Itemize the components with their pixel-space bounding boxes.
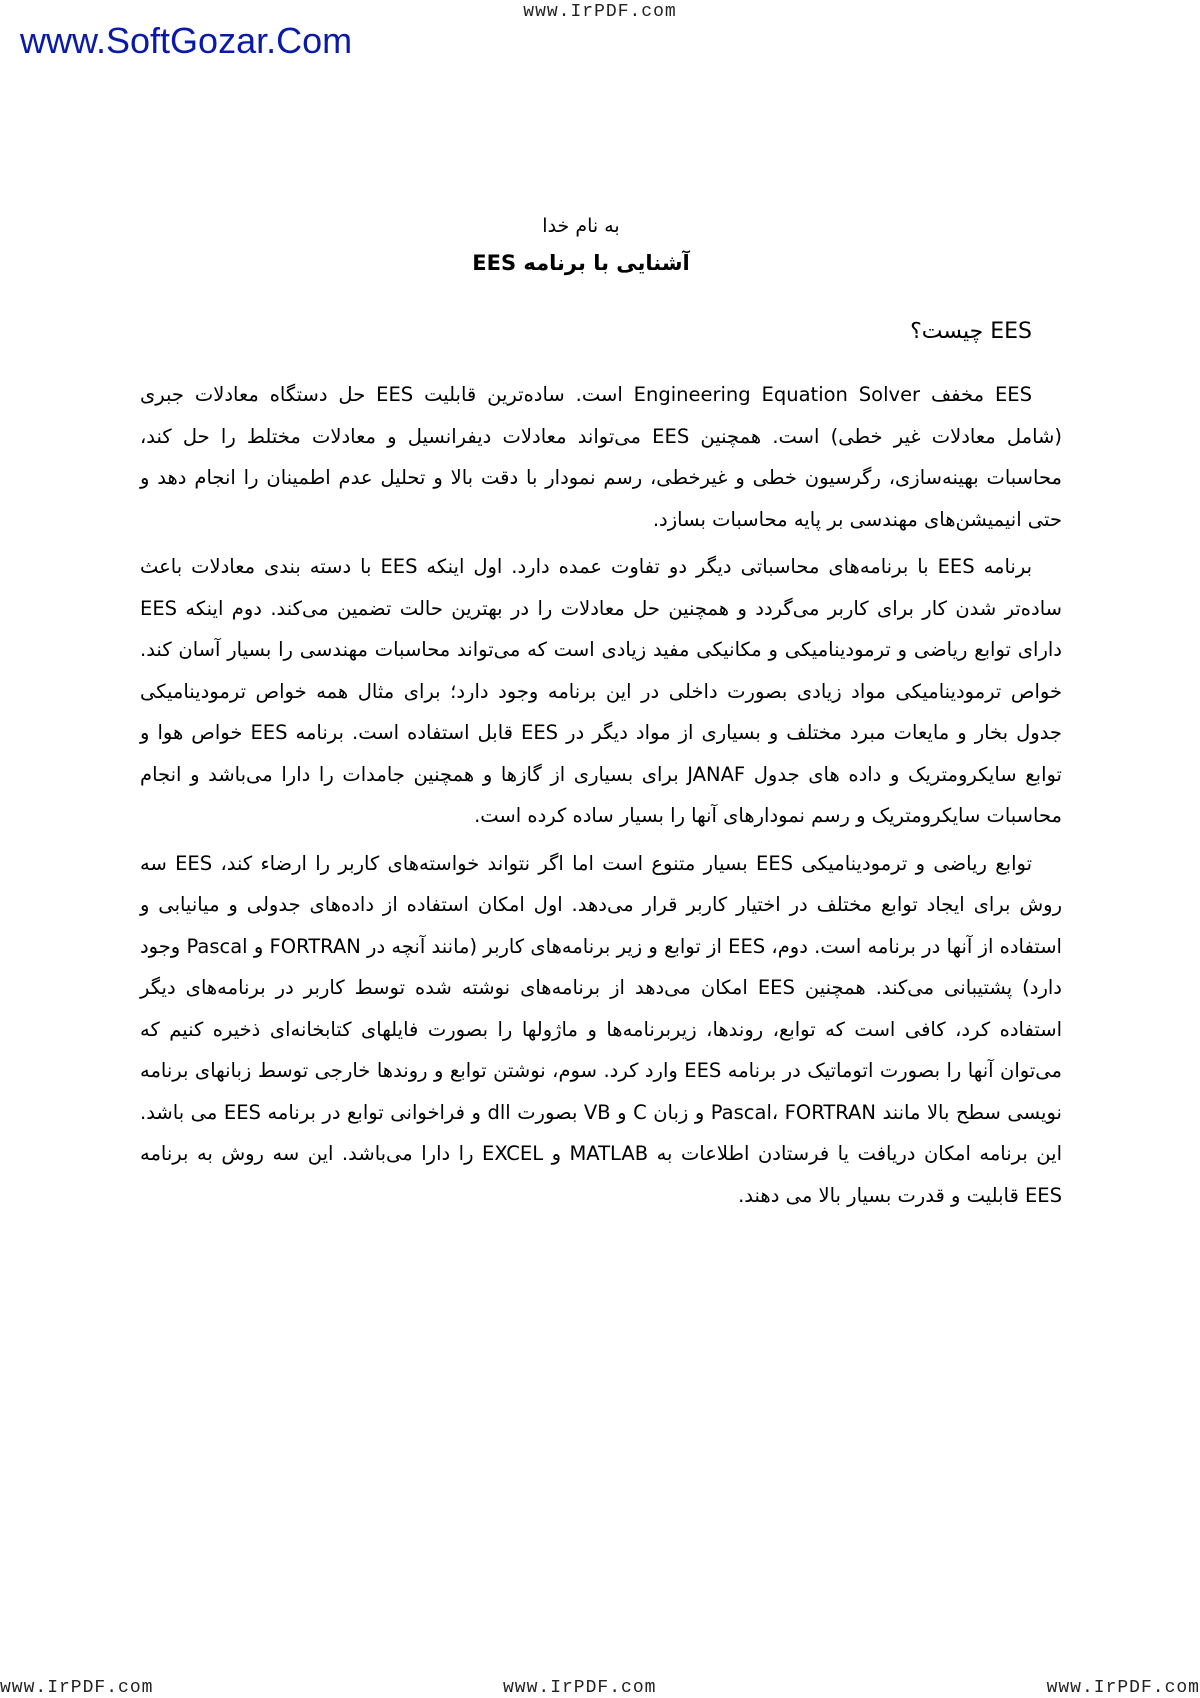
page-title: آشنایی با برنامه EES [472,251,690,275]
watermark-bottom-center: www.IrPDF.com [503,1678,657,1698]
watermark-bottom-right: www.IrPDF.com [1046,1678,1200,1698]
site-link[interactable]: www.SoftGozar.Com [20,20,353,61]
basmala: به نام خدا [542,215,620,237]
watermark-top: www.IrPDF.com [523,2,677,22]
section-heading: EES چیست؟ [910,319,1032,344]
document-body [140,215,1062,1222]
paragraph-1: EES مخفف Engineering Equation Solver است. ساده‌ترین قابلیت EES حل دستگاه معادلات جبری (شامل معادلات غیر خطی) است. همچنین EES می‌تواند معادلات دیفرانسیل و معادلات مختلط را حل کند، محاسبات بهینه‌سازی، رگرسیون خطی و غیرخطی، رسم نمودار با دقت بالا و تحلیل عدم اطمینان را انجام دهد و حتی انیمیشن‌های مهندسی بر پایه محاسبات بسازد. [140,383,1062,531]
paragraph-3: توابع ریاضی و ترمودینامیکی EES بسیار متنوع است اما اگر نتواند خواسته‌های کاربر را ارضاء کند، EES سه روش برای ایجاد توابع مختلف در اختیار کاربر قرار می‌دهد. اول امکان استفاده از داده‌های جدولی و میانیابی و استفاده از آنها در برنامه است. دوم، EES از توابع و زیر برنامه‌های کاربر (مانند آنچه در FORTRAN و Pascal وجود دارد) پشتیبانی می‌کند. همچنین EES امکان می‌دهد از برنامه‌های نوشته شده توسط کاربر در برنامه‌های دیگر استفاده کرد، کافی است که توابع، روندها، زیربرنامه‌ها و ماژولها را بصورت فایلهای کتابخانه‌ای ذخیره کنیم که می‌توان آنها را بصورت اتوماتیک در برنامه EES وارد کرد. سوم، نوشتن توابع و روندها خارجی توسط زبانهای برنامه نویسی سطح بالا مانند Pascal، FORTRAN و زبان C و VB بصورت dll و فراخوانی توابع در برنامه EES می باشد. این برنامه امکان دریافت یا فرستادن اطلاعات به MATLAB و EXCEL را دارا می‌باشد. این سه روش به برنامه EES قابلیت و قدرت بسیار بالا می دهند. [140,851,1062,1207]
watermark-bottom-left: www.IrPDF.com [0,1678,154,1698]
paragraph-2: برنامه EES با برنامه‌های محاسباتی دیگر دو تفاوت عمده دارد. اول اینکه EES با دسته بندی معادلات باعث ساده‌تر شدن کار برای کاربر می‌گردد و همچنین حل معادلات را در بهترین حالت تضمین می‌کند. دوم اینکه EES دارای توابع ریاضی و ترمودینامیکی و مکانیکی مفید زیادی است که می‌تواند محاسبات مهندسی را بسیار آسان کند. خواص ترمودینامیکی مواد زیادی بصورت داخلی در این برنامه وجود دارد؛ برای مثال همه خواص ترمودینامیکی جدول بخار و مایعات مبرد مختلف و بسیاری از مواد دیگر در EES قابل استفاده است. برنامه EES خواص هوا و توابع سایکرومتریک و داده های جدول JANAF برای بسیاری از گازها و همچنین جامدات را دارا می‌باشد و انجام محاسبات سایکرومتریک و رسم نمودارهای آنها را بسیار ساده کرده است. [140,555,1062,827]
